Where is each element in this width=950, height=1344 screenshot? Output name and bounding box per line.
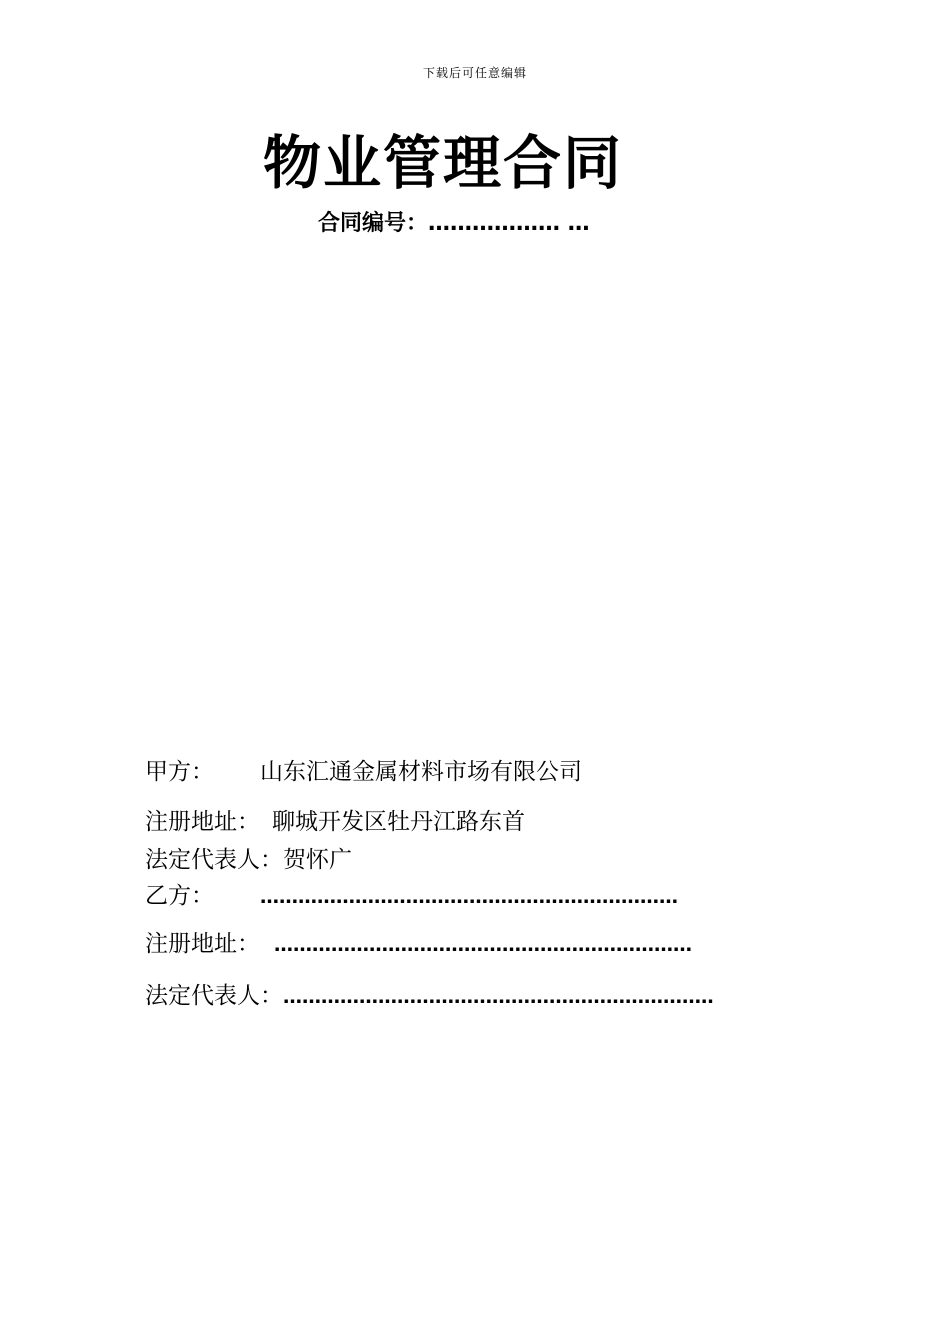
party-a-address-label: 注册地址： <box>145 809 260 835</box>
contract-number-line <box>318 208 590 240</box>
party-b-address-value: ………………………………………………………… <box>274 934 692 956</box>
header-note: 下载后可任意编辑 <box>422 66 527 80</box>
party-a-address-line <box>145 806 525 838</box>
party-b-value: ………………………………………………………… <box>260 886 678 908</box>
party-b-rep-label: 法定代表人： <box>145 983 283 1009</box>
party-b-line <box>145 880 678 913</box>
contract-number-label: 合同编号： <box>318 211 429 236</box>
party-b-address-label: 注册地址： <box>145 931 260 957</box>
party-b-address-line <box>145 928 692 961</box>
party-a-rep-value: 贺怀广 <box>283 847 352 873</box>
party-a-address-value: 聊城开发区牡丹江路东首 <box>272 809 525 835</box>
party-a-line <box>145 756 582 788</box>
party-a-rep-line <box>145 844 352 876</box>
party-a-rep-label: 法定代表人： <box>145 847 283 873</box>
party-b-label: 乙方： <box>145 883 214 909</box>
party-a-label: 甲方： <box>145 759 214 785</box>
contract-number-value: ……………… … <box>428 211 590 236</box>
document-title: 物业管理合同 <box>263 129 624 197</box>
party-b-rep-line <box>145 980 714 1013</box>
party-a-value: 山东汇通金属材料市场有限公司 <box>260 759 582 785</box>
party-b-rep-value: …………………………………………………………‥ <box>283 986 714 1008</box>
